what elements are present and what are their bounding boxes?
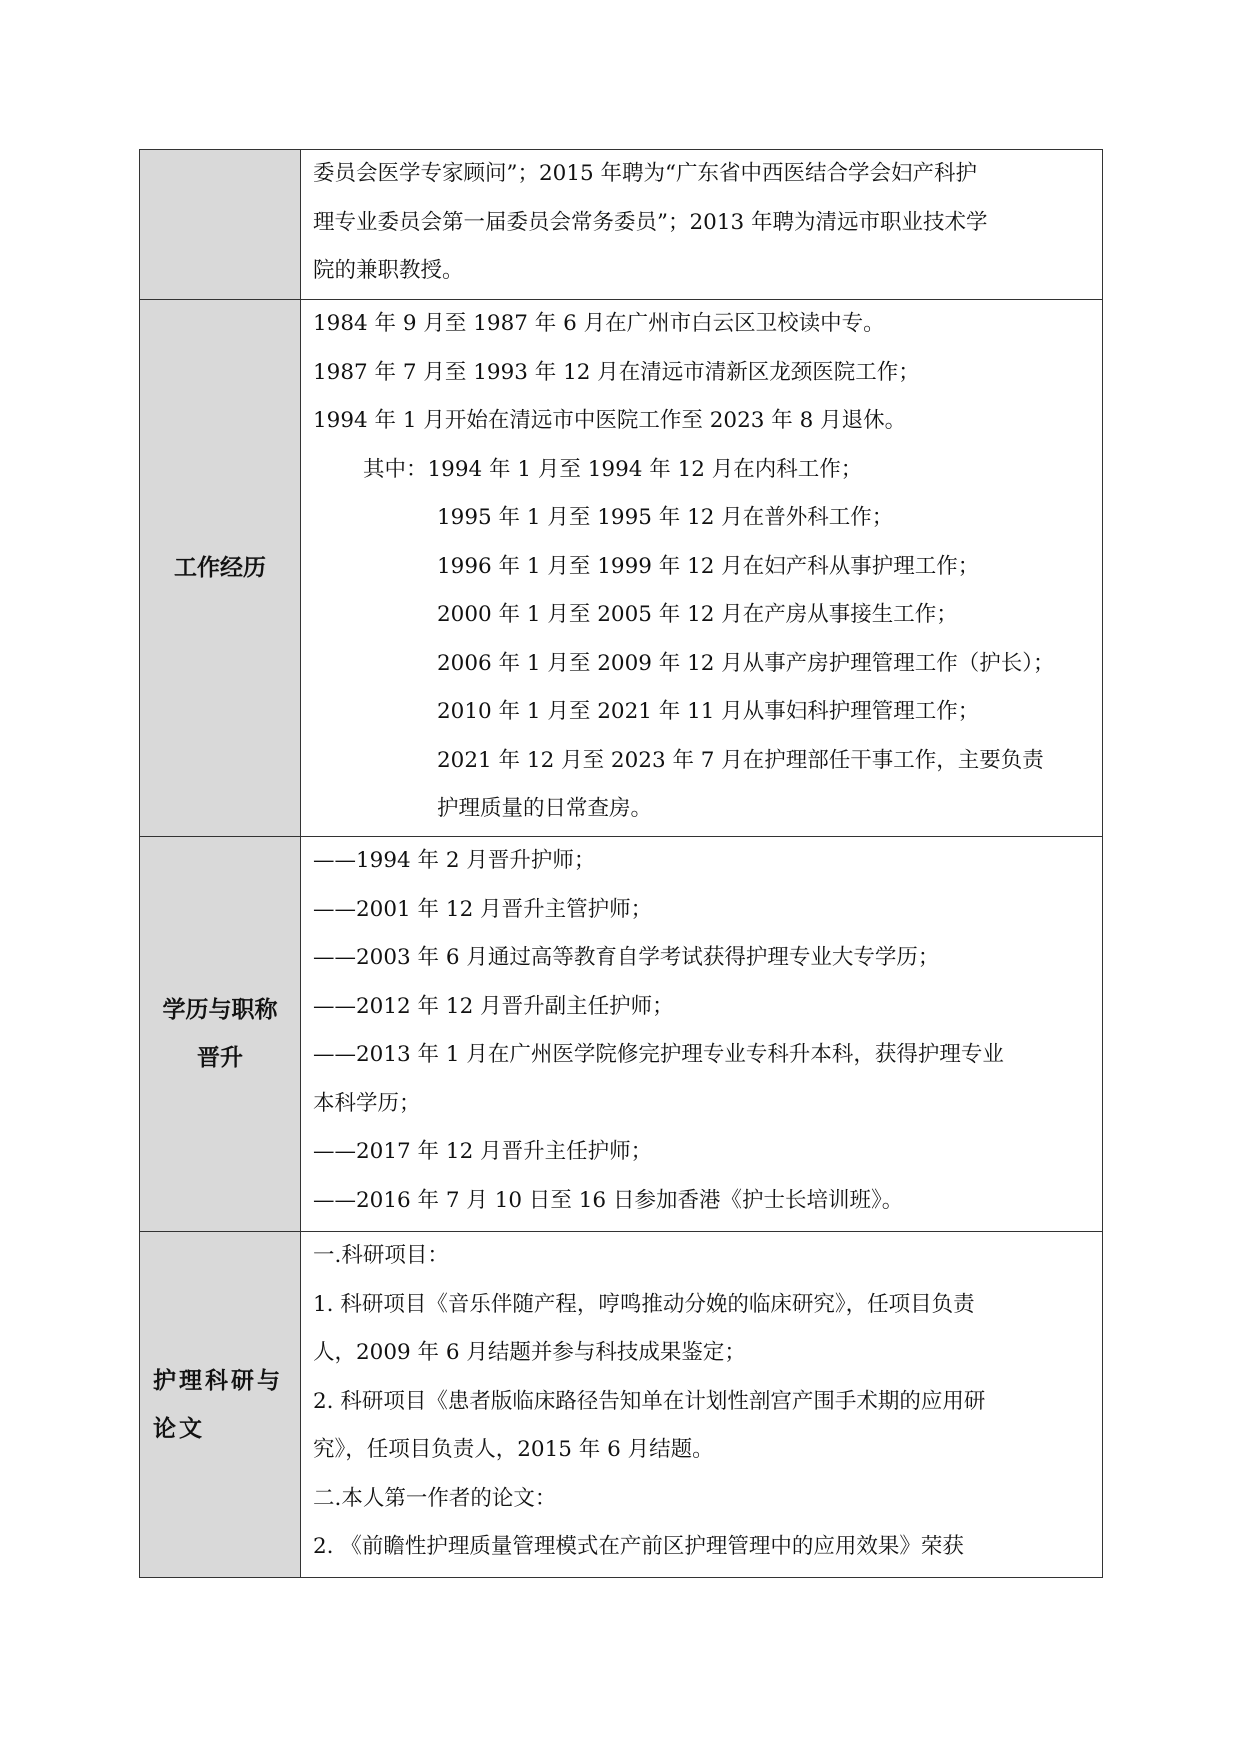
row-label-work-history [140, 300, 301, 837]
text-line: 2010 年 1 月至 2021 年 11 月从事妇科护理管理工作； [437, 699, 980, 724]
research-papers-content [301, 1232, 1103, 1578]
text-line: 其中：1994 年 1 月至 1994 年 12 月在内科工作； [363, 456, 863, 482]
text-line: 理专业委员会第一届委员会常务委员”；2013 年聘为清远市职业技术学 [313, 209, 988, 235]
text-line: 一.科研项目： [313, 1243, 449, 1268]
text-line: ——2001 年 12 月晋升主管护师； [313, 896, 653, 922]
text-line: 本科学历； [313, 1090, 421, 1116]
text-line: 院的兼职教授。 [313, 258, 464, 283]
row-label-text: 晋升 [197, 1045, 243, 1071]
text-line: 1995 年 1 月至 1995 年 12 月在普外科工作； [437, 505, 894, 530]
text-line: 1987 年 7 月至 1993 年 12 月在清远市清新区龙颈医院工作； [313, 359, 920, 385]
text-line: ——2017 年 12 月晋升主任护师； [313, 1139, 653, 1164]
text-line: 2000 年 1 月至 2005 年 12 月在产房从事接生工作； [437, 602, 958, 627]
text-line: 1994 年 1 月开始在清远市中医院工作至 2023 年 8 月退休。 [313, 408, 907, 433]
work-history-content [301, 300, 1103, 837]
row-label-text: 学历与职称 [162, 997, 278, 1023]
row-label-education-titles [140, 837, 301, 1232]
text-line: ——2012 年 12 月晋升副主任护师； [313, 993, 674, 1019]
table-row-appointments [140, 150, 1103, 300]
table-row-research-papers [140, 1232, 1103, 1578]
row-label-research-papers [140, 1232, 301, 1578]
text-line: 人，2009 年 6 月结题并参与科技成果鉴定； [313, 1340, 746, 1365]
text-line: 究》，任项目负责人，2015 年 6 月结题。 [313, 1437, 714, 1462]
text-line: 1984 年 9 月至 1987 年 6 月在广州市白云区卫校读中专。 [313, 311, 885, 336]
text-line: 二.本人第一作者的论文： [313, 1485, 557, 1511]
text-line: 2021 年 12 月至 2023 年 7 月在护理部任干事工作，主要负责 [437, 747, 1044, 773]
row-label-text: 工作经历 [174, 555, 266, 581]
appointments-content [301, 150, 1103, 300]
resume-table [139, 149, 1103, 1578]
text-line: 委员会医学专家顾问”；2015 年聘为“广东省中西医结合学会妇产科护 [313, 161, 978, 186]
row-label-text: 护理科研与 [153, 1367, 283, 1394]
text-line: 2. 科研项目《患者版临床路径告知单在计划性剖宫产围手术期的应用研 [313, 1388, 986, 1414]
text-line: 2006 年 1 月至 2009 年 12 月从事产房护理管理工作（护长）； [437, 650, 1055, 676]
text-line: 护理质量的日常查房。 [437, 796, 653, 821]
education-titles-content [301, 837, 1103, 1232]
table-row-work-history [140, 300, 1103, 837]
text-line: ——1994 年 2 月晋升护师； [313, 848, 596, 873]
text-line: 1996 年 1 月至 1999 年 12 月在妇产科从事护理工作； [437, 553, 980, 579]
text-line: 1. 科研项目《音乐伴随产程，哼鸣推动分娩的临床研究》，任项目负责 [313, 1291, 975, 1317]
text-line: ——2016 年 7 月 10 日至 16 日参加香港《护士长培训班》。 [313, 1187, 904, 1213]
row-label-text: 论文 [153, 1415, 205, 1442]
text-line: ——2013 年 1 月在广州医学院修完护理专业专科升本科，获得护理专业 [313, 1042, 1004, 1067]
row-label-empty [140, 150, 301, 300]
text-line: ——2003 年 6 月通过高等教育自学考试获得护理专业大专学历； [313, 945, 940, 970]
table-row-education-titles [140, 837, 1103, 1232]
text-line: 2. 《前瞻性护理质量管理模式在产前区护理管理中的应用效果》荣获 [313, 1534, 964, 1559]
